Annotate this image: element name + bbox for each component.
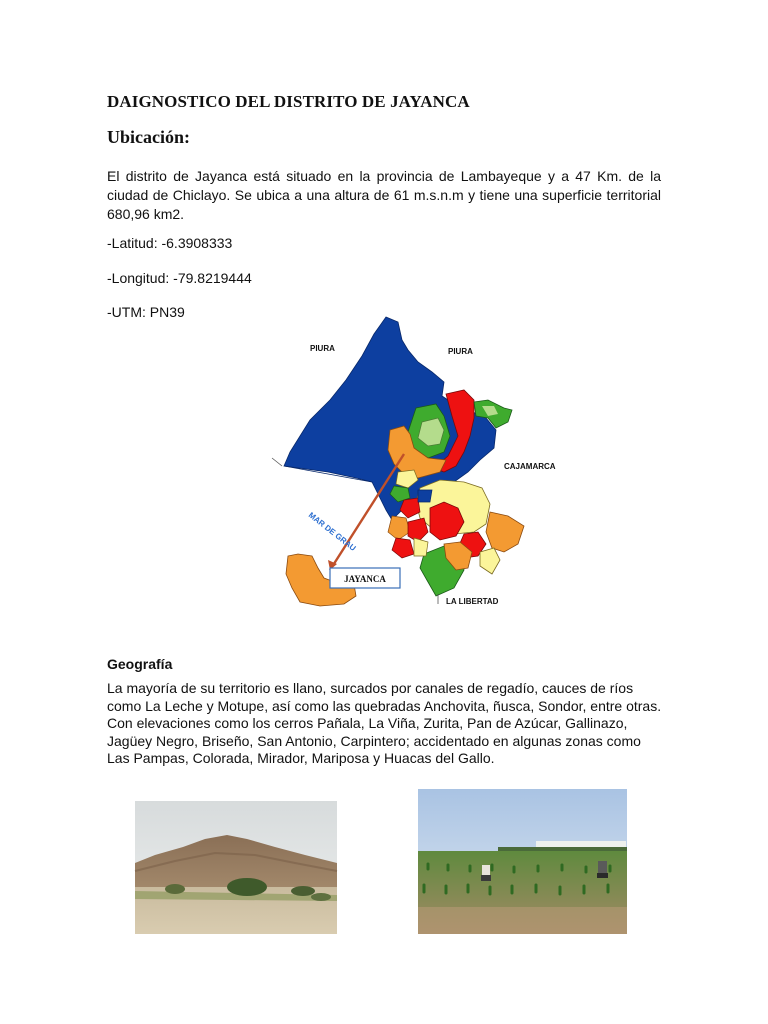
label-la-libertad: LA LIBERTAD: [446, 597, 499, 606]
latitude-line: -Latitud: -6.3908333: [107, 235, 233, 251]
label-piura-right: PIURA: [448, 347, 473, 356]
label-jayanca: JAYANCA: [344, 574, 386, 584]
district-map: [268, 312, 556, 613]
photo-hill: [135, 801, 337, 934]
longitude-line: -Longitud: -79.8219444: [107, 270, 252, 286]
utm-line: -UTM: PN39: [107, 304, 185, 320]
ubicacion-heading: Ubicación:: [107, 127, 190, 147]
photo-field: [418, 789, 627, 934]
geografia-paragraph: La mayoría de su territorio es llano, surcados por canales de regadío, cauces de ríos como La Leche y Motupe, así como las quebradas Anchovita, ñusca, Sondor, entre otras. Con elevaciones como los cerros Pañala, La Viña, Zurita, Pan de Azúcar, Gallinazo, Jagüey Negro, Briseño, San Antonio, Carpintero; accidentado en algunas zonas como Las Pampas, Colorada, Mirador, Mariposa y Huacas del Gallo.: [107, 680, 662, 766]
document-title: DAIGNOSTICO DEL DISTRITO DE JAYANCA: [107, 92, 470, 111]
geografia-heading: Geografía: [107, 656, 173, 672]
label-piura-left: PIURA: [310, 344, 335, 353]
label-cajamarca: CAJAMARCA: [504, 462, 556, 471]
label-mar-de-grau: MAR DE GRAU: [306, 510, 358, 553]
map-region-orange-east: [486, 512, 524, 552]
intro-paragraph: El distrito de Jayanca está situado en la provincia de Lambayeque y a 47 Km. de la ciudad de Chiclayo. Se ubica a una altura de 61 m.s.n.m y tiene una superficie territorial 680,96 km2.: [107, 168, 661, 222]
map-region-yellow-east: [480, 548, 500, 574]
